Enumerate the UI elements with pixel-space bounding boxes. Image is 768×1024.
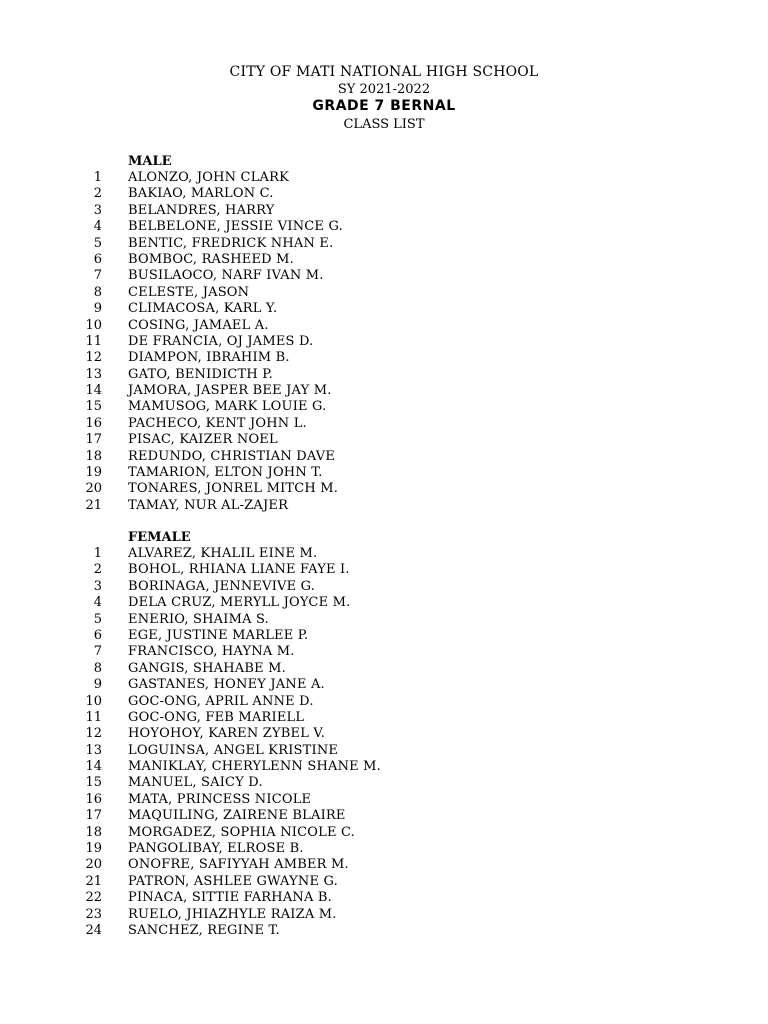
student-name: ALONZO, JOHN CLARK — [128, 170, 290, 185]
student-number: 13 — [85, 366, 102, 382]
student-number: 15 — [85, 775, 102, 791]
student-name: DE FRANCIA, OJ JAMES D. — [128, 333, 314, 349]
student-row — [0, 923, 768, 939]
student-row — [0, 170, 768, 186]
student-number: 6 — [93, 627, 102, 643]
student-name: GOC-ONG, APRIL ANNE D. — [128, 693, 314, 709]
student-number: 9 — [93, 677, 102, 693]
student-number: 2 — [93, 562, 102, 578]
student-name: RUELO, JHIAZHYLE RAIZA M. — [128, 906, 337, 922]
student-name: PACHECO, KENT JOHN L. — [128, 415, 307, 431]
student-number: 12 — [85, 350, 102, 366]
student-name: TAMARION, ELTON JOHN T. — [128, 465, 323, 481]
student-number: 1 — [93, 170, 102, 185]
student-name: CLIMACOSA, KARL Y. — [128, 301, 278, 317]
student-number: 3 — [93, 578, 102, 594]
student-name: MATA, PRINCESS NICOLE — [128, 791, 312, 807]
student-row — [0, 318, 768, 334]
student-row — [0, 857, 768, 873]
student-name: LOGUINSA, ANGEL KRISTINE — [128, 742, 339, 758]
student-name: ALVAREZ, KHALIL EINE M. — [128, 546, 318, 561]
student-name: MANUEL, SAICY D. — [128, 775, 263, 791]
student-row — [0, 334, 768, 350]
student-name: MANIKLAY, CHERYLENN SHANE M. — [128, 759, 382, 775]
student-number: 4 — [93, 219, 102, 235]
student-number: 11 — [85, 333, 102, 349]
student-number: 4 — [93, 595, 102, 611]
student-row — [0, 432, 768, 448]
student-number: 6 — [93, 251, 102, 267]
student-number: 10 — [85, 693, 102, 709]
student-row — [0, 710, 768, 726]
student-number: 11 — [85, 709, 102, 725]
student-name: BAKIAO, MARLON C. — [128, 186, 274, 202]
student-name: GOC-ONG, FEB MARIELL — [128, 709, 305, 725]
student-row — [0, 644, 768, 660]
student-number: 5 — [93, 611, 102, 627]
student-number: 24 — [85, 922, 102, 938]
grade-section-title: GRADE 7 BERNAL — [312, 98, 456, 114]
student-row — [0, 628, 768, 644]
student-row — [0, 890, 768, 906]
student-name: ONOFRE, SAFIYYAH AMBER M. — [128, 857, 349, 873]
student-row — [0, 383, 768, 399]
student-row — [0, 825, 768, 841]
student-row — [0, 236, 768, 252]
student-row — [0, 579, 768, 595]
student-name: BELBELONE, JESSIE VINCE G. — [128, 219, 343, 235]
student-row — [0, 203, 768, 219]
student-row — [0, 498, 768, 514]
student-number: 14 — [85, 759, 102, 775]
student-name: ENERIO, SHAIMA S. — [128, 611, 270, 627]
student-number: 3 — [93, 202, 102, 218]
student-name: EGE, JUSTINE MARLEE P. — [128, 627, 309, 643]
student-name: GASTANES, HONEY JANE A. — [128, 677, 325, 693]
male-student-list — [0, 170, 768, 514]
student-row — [0, 350, 768, 366]
student-name: MAMUSOG, MARK LOUIE G. — [128, 399, 327, 415]
student-row — [0, 841, 768, 857]
student-name: GATO, BENIDICTH P. — [128, 366, 273, 382]
student-name: PANGOLIBAY, ELROSE B. — [128, 841, 304, 857]
student-name: FRANCISCO, HAYNA M. — [128, 644, 295, 660]
student-number: 18 — [85, 824, 102, 840]
student-row — [0, 562, 768, 578]
student-name: PISAC, KAIZER NOEL — [128, 432, 278, 448]
student-name: SANCHEZ, REGINE T. — [128, 922, 280, 938]
student-row — [0, 399, 768, 415]
student-name: MORGADEZ, SOPHIA NICOLE C. — [128, 824, 355, 840]
student-number: 20 — [85, 481, 102, 497]
student-name: MAQUILING, ZAIRENE BLAIRE — [128, 808, 346, 824]
student-row — [0, 743, 768, 759]
student-name: BUSILAOCO, NARF IVAN M. — [128, 268, 324, 284]
student-row — [0, 301, 768, 317]
student-name: DELA CRUZ, MERYLL JOYCE M. — [128, 595, 351, 611]
school-name: CITY OF MATI NATIONAL HIGH SCHOOL — [229, 64, 539, 80]
student-number: 20 — [85, 857, 102, 873]
student-number: 15 — [85, 399, 102, 415]
student-name: BELANDRES, HARRY — [128, 202, 275, 218]
student-number: 17 — [85, 432, 102, 448]
student-name: BOMBOC, RASHEED M. — [128, 251, 294, 267]
student-number: 16 — [85, 791, 102, 807]
student-name: PINACA, SITTIE FARHANA B. — [128, 890, 332, 906]
student-name: TAMAY, NUR AL-ZAJER — [128, 497, 289, 513]
student-row — [0, 907, 768, 923]
student-row — [0, 775, 768, 791]
student-name: BORINAGA, JENNEVIVE G. — [128, 578, 316, 594]
student-row — [0, 268, 768, 284]
student-number: 21 — [85, 873, 102, 889]
student-number: 16 — [85, 415, 102, 431]
student-name: BOHOL, RHIANA LIANE FAYE I. — [128, 562, 350, 578]
student-number: 12 — [85, 726, 102, 742]
student-number: 23 — [85, 906, 102, 922]
student-number: 14 — [85, 383, 102, 399]
student-number: 22 — [85, 890, 102, 906]
student-number: 9 — [93, 301, 102, 317]
student-number: 7 — [93, 268, 102, 284]
student-row — [0, 465, 768, 481]
student-name: CELESTE, JASON — [128, 284, 250, 300]
student-number: 5 — [93, 235, 102, 251]
student-row — [0, 612, 768, 628]
student-name: PATRON, ASHLEE GWAYNE G. — [128, 873, 338, 889]
school-year: SY 2021-2022 — [337, 82, 431, 97]
student-name: DIAMPON, IBRAHIM B. — [128, 350, 290, 366]
student-name: COSING, JAMAEL A. — [128, 317, 269, 333]
student-number: 19 — [85, 841, 102, 857]
student-number: 13 — [85, 742, 102, 758]
student-number: 7 — [93, 644, 102, 660]
student-name: BENTIC, FREDRICK NHAN E. — [128, 235, 334, 251]
student-number: 19 — [85, 465, 102, 481]
student-row — [0, 367, 768, 383]
student-number: 18 — [85, 448, 102, 464]
student-number: 21 — [85, 497, 102, 513]
student-number: 10 — [85, 317, 102, 333]
student-row — [0, 219, 768, 235]
student-number: 2 — [93, 186, 102, 202]
student-row — [0, 546, 768, 562]
student-name: REDUNDO, CHRISTIAN DAVE — [128, 448, 336, 464]
student-row — [0, 481, 768, 497]
class-list-title: CLASS LIST — [343, 117, 425, 132]
student-row — [0, 595, 768, 611]
student-name: JAMORA, JASPER BEE JAY M. — [128, 383, 332, 399]
student-row — [0, 677, 768, 693]
student-row — [0, 252, 768, 268]
student-row — [0, 808, 768, 824]
student-row — [0, 449, 768, 465]
female-section-title: FEMALE — [128, 530, 191, 545]
student-row — [0, 759, 768, 775]
student-number: 8 — [93, 284, 102, 300]
student-row — [0, 874, 768, 890]
student-row — [0, 416, 768, 432]
student-name: GANGIS, SHAHABE M. — [128, 660, 286, 676]
student-row — [0, 726, 768, 742]
student-number: 8 — [93, 660, 102, 676]
student-name: HOYOHOY, KAREN ZYBEL V. — [128, 726, 326, 742]
student-name: TONARES, JONREL MITCH M. — [128, 481, 339, 497]
female-student-list — [0, 546, 768, 939]
student-row — [0, 661, 768, 677]
student-row — [0, 285, 768, 301]
student-row — [0, 694, 768, 710]
student-row — [0, 792, 768, 808]
student-number: 17 — [85, 808, 102, 824]
male-section-title: MALE — [128, 154, 172, 169]
student-row — [0, 186, 768, 202]
student-number: 1 — [93, 546, 102, 561]
